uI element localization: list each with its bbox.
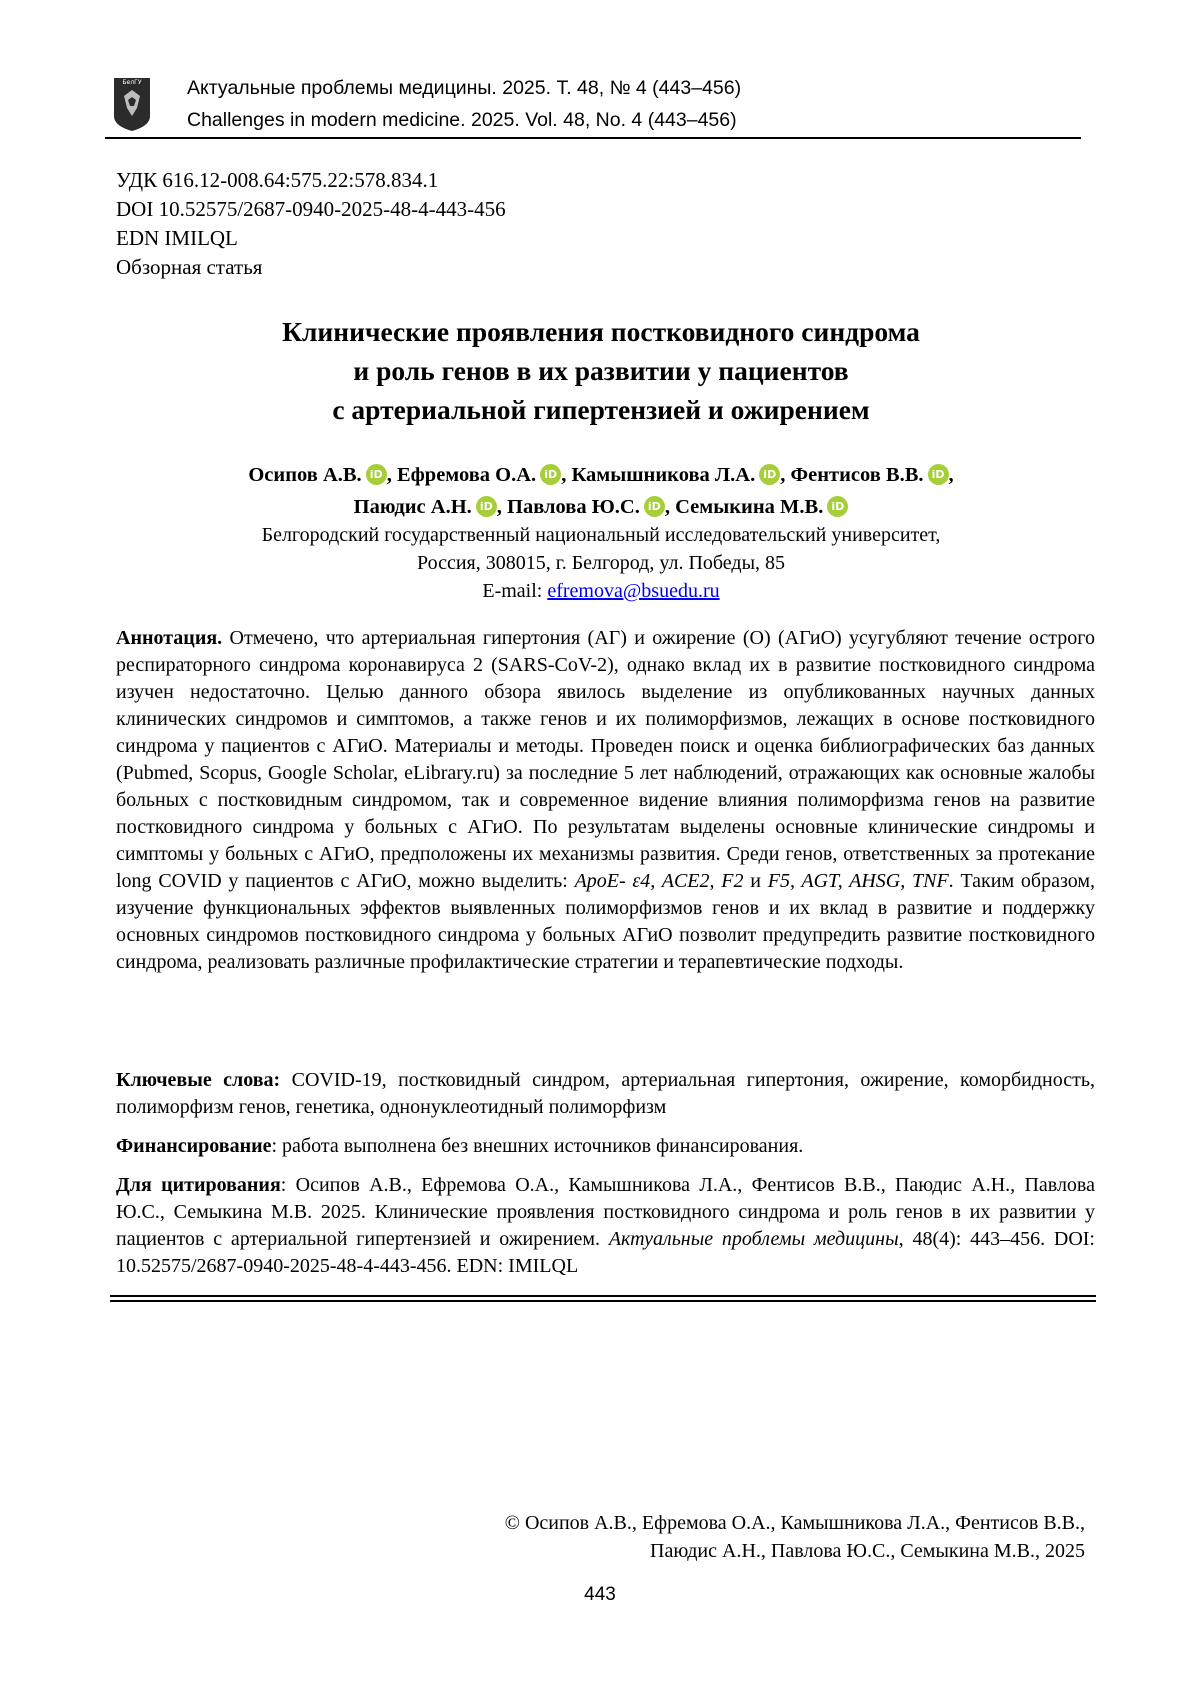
keywords-label: Ключевые слова: bbox=[116, 1069, 281, 1091]
orcid-icon[interactable]: iD bbox=[366, 464, 387, 485]
funding: Финансирование: работа выполнена без внешних источников финансирования. bbox=[116, 1135, 804, 1157]
title-line-2: и роль генов в их развитии у пациентов bbox=[353, 355, 849, 386]
orcid-icon[interactable]: iD bbox=[476, 496, 497, 517]
logo-text: БелГУ bbox=[122, 79, 142, 86]
journal-title-en: Challenges in modern medicine. 2025. Vol. 48, No. 4 (443–456) bbox=[187, 109, 737, 131]
abstract-label: Аннотация. bbox=[116, 627, 223, 649]
journal-title-ru: Актуальные проблемы медицины. 2025. Т. 48, № 4 (443–456) bbox=[187, 77, 742, 99]
citation-journal: Актуальные проблемы медицины bbox=[608, 1228, 899, 1250]
doi[interactable]: DOI 10.52575/2687-0940-2025-48-4-443-456 bbox=[116, 197, 506, 221]
article-title bbox=[116, 312, 1086, 429]
page-number: 443 bbox=[584, 1584, 616, 1605]
university-logo bbox=[112, 76, 152, 132]
copyright bbox=[505, 1509, 1085, 1565]
title-line-1: Клинические проявления постковидного синдрома bbox=[282, 316, 920, 347]
orcid-icon[interactable]: iD bbox=[540, 464, 561, 485]
citation-label: Для цитирования bbox=[116, 1174, 281, 1196]
copyright-line-1: © Осипов А.В., Ефремова О.А., Камышникова Л.А., Фентисов В.В., bbox=[504, 1512, 1085, 1534]
header-divider bbox=[105, 137, 1081, 139]
abstract: Аннотация. Отмечено, что артериальная гипертония (АГ) и ожирение (О) (АГиО) усугубляют течение острого респираторного синдрома коронавируса 2 (SARS-CoV-2), однако вклад их в развитие постковидного синдрома изучен недостаточно. Целью данного обзора явилось выделение из опубликованных научных данных клинических синдромов и симптомов, а также генов и их полиморфизмов, лежащих в основе постковидного синдрома у пациентов с АГиО. Материалы и методы. Проведен поиск и оценка библиографических баз данных (Pubmed, Scopus, Google Scholar, eLibrary.ru) за последние 5 лет наблюдений, отражающих как основные жалобы больных с постковидным синдромом, так и современное видение влияния полиморфизма генов на развитие постковидного синдрома у больных с АГиО. По результатам выделены основные клинические синдромы и симптомы у больных с АГиО, предположены их механизмы развития. Среди генов, ответственных за протекание long COVID у пациентов с АГиО, можно выделить: ApoE- ɛ4, ACE2, F2 и F5, AGT, AHSG, TNF. Таким образом, изучение функциональных эффектов выявленных полиморфизмов генов и их вклад в развитие и поддержку основных синдромов постковидного синдрома у больных АГиО позволит предупредить развитие постковидного синдрома, реализовать различные профилактические стратегии и терапевтические подходы. bbox=[116, 627, 1096, 973]
journal-header bbox=[105, 68, 1080, 138]
affiliation-line-1: Белгородский государственный национальный исследовательский университет, bbox=[261, 524, 941, 546]
author-name: Семыкина М.В. bbox=[675, 496, 824, 518]
affiliation-line-2: Россия, 308015, г. Белгород, ул. Победы, 85 bbox=[416, 552, 786, 574]
author-name: Фентисов В.В. bbox=[790, 464, 924, 486]
gene-list: F5, AGT, AHSG, TNF bbox=[767, 870, 949, 892]
citation: Для цитирования: Осипов А.В., Ефремова О.А., Камышникова Л.А., Фентисов В.В., Паюдис А.Н., Павлова Ю.С., Семыкина М.В. 2025. Клинические проявления постковидного синдрома и роль генов в их развитии у пациентов с артериальной гипертензией и ожирением. Актуальные проблемы медицины, 48(4): 443–456. DOI: 10.52575/2687-0940-2025-48-4-443-456. EDN: IMILQL bbox=[116, 1174, 1095, 1277]
funding-label: Финансирование bbox=[116, 1135, 272, 1157]
orcid-icon[interactable]: iD bbox=[928, 464, 949, 485]
author-name: Павлова Ю.С. bbox=[507, 496, 640, 518]
affiliation bbox=[116, 521, 1086, 605]
udc-code: УДК 616.12-008.64:575.22:578.834.1 bbox=[116, 168, 439, 192]
author-list bbox=[116, 459, 1086, 523]
author-line-2: Паюдис А.Н. iD , Павлова Ю.С. iD , Семыкина М.В. iD bbox=[116, 491, 1086, 523]
article-type: Обзорная статья bbox=[116, 255, 263, 279]
orcid-icon[interactable]: iD bbox=[759, 464, 780, 485]
email-line: E-mail: efremova@bsuedu.ru bbox=[482, 580, 720, 602]
edn: EDN IMILQL bbox=[116, 226, 238, 250]
orcid-icon[interactable]: iD bbox=[827, 496, 848, 517]
article-meta bbox=[116, 166, 506, 282]
author-name: Осипов А.В. bbox=[248, 464, 362, 486]
keywords: Ключевые слова: COVID-19, постковидный синдром, артериальная гипертония, ожирение, коморбидность, полиморфизм генов, генетика, однонуклеотидный полиморфизм bbox=[116, 1069, 1095, 1118]
author-name: Паюдис А.Н. bbox=[353, 496, 472, 518]
author-name: Камышникова Л.А. bbox=[571, 464, 756, 486]
copyright-line-2: Паюдис А.Н., Павлова Ю.С., Семыкина М.В., 2025 bbox=[650, 1540, 1085, 1562]
orcid-icon[interactable]: iD bbox=[644, 496, 665, 517]
author-line-1: Осипов А.В. iD , Ефремова О.А. iD , Камышникова Л.А. iD , Фентисов В.В. iD , bbox=[248, 464, 954, 486]
author-name: Ефремова О.А. bbox=[396, 464, 537, 486]
section-divider bbox=[110, 1295, 1096, 1302]
gene-list: ApoE- ɛ4, ACE2, F2 bbox=[574, 870, 744, 892]
title-line-3: с артериальной гипертензией и ожирением bbox=[332, 394, 870, 425]
email-link[interactable]: efremova@bsuedu.ru bbox=[547, 580, 720, 602]
